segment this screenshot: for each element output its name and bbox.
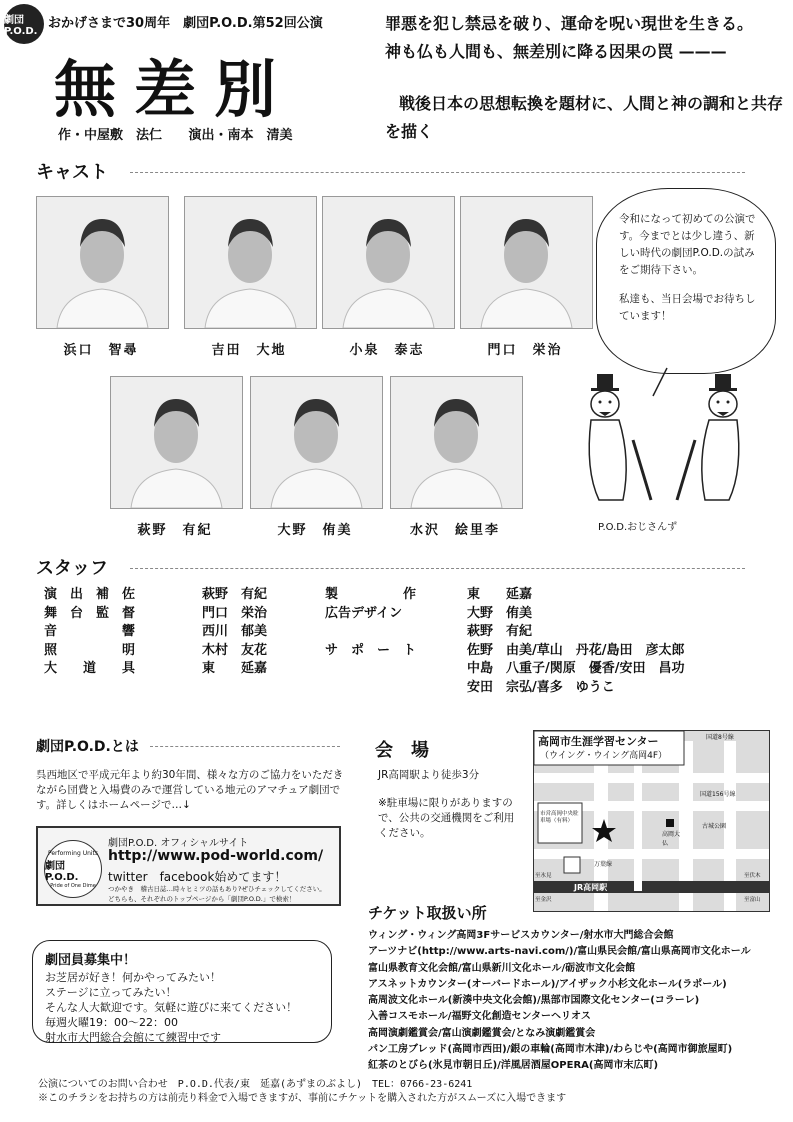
map-label-manyo: 万葉線: [594, 861, 613, 868]
staff-name: 門口 栄治: [202, 605, 268, 621]
staff-name: 佐野 由美/草山 丹花/島田 彦太郎: [467, 642, 685, 658]
footer-contact: 公演についてのお問い合わせ P.O.D.代表/東 延嘉(あずまのぶよし) TEL：0766-23-6241: [38, 1079, 473, 1090]
cast-heading: キャスト: [36, 162, 108, 183]
site-url[interactable]: http://www.pod-world.com/: [108, 848, 324, 864]
venue-parking: ※駐車場に限りがありますので、公共の交通機関をご利用ください。: [378, 797, 515, 839]
mascot-right: [677, 374, 739, 500]
cast-name: 萩野 有紀: [137, 523, 213, 538]
staff-role: [325, 623, 467, 642]
cast-photo: [250, 376, 383, 509]
logo-text: 劇団P.O.D.: [4, 15, 38, 37]
staff-name: 大野 侑美: [467, 605, 533, 621]
recruit-lines: [45, 970, 319, 1045]
staff-name: 木村 友花: [202, 642, 268, 658]
staff-row: [44, 623, 267, 642]
cast-name: 小泉 泰志: [349, 343, 425, 358]
staff-role: [325, 660, 467, 679]
mascot-illustration: [575, 360, 775, 510]
recruit-line: そんな人大歓迎です。気軽に遊びに来てください！: [45, 1001, 298, 1014]
map-label-fushiki: 至伏木: [744, 873, 761, 879]
staff-row: [325, 605, 685, 624]
staff-divider: [130, 568, 745, 569]
recruit-line: お芝居が好き！何かやってみたい！: [45, 971, 221, 984]
map-label-parking: 市営高岡中央駐車場（有料）: [540, 811, 579, 824]
cast-photo: [460, 196, 593, 329]
tagline-line-2: 神も仏も人間も、無差別に降る因果の罠 ———: [385, 42, 727, 61]
about-heading: 劇団P.O.D.とは: [36, 739, 139, 755]
play-title: 無差別: [54, 53, 295, 126]
map-label-park: 古城公園: [702, 823, 727, 830]
footer: [38, 1078, 778, 1106]
site-title: 劇団P.O.D. オフィシャルサイト: [108, 838, 249, 849]
site-note: つかやき 稽古日誌…時々ヒミツの話もあり?ぜひチェックしてください。: [108, 885, 326, 893]
ticket-outlet-line: 富山県教育文化会館/富山県新川文化ホール/砺波市文化会館: [368, 962, 636, 974]
site-logo-tag: Pride of One Dime: [50, 882, 96, 889]
staff-role: 演 出 補 佐: [44, 587, 136, 602]
theme-text: 戦後日本の思想転換を題材に、人間と神の調和と共存を描く: [385, 94, 784, 141]
credits: [58, 124, 315, 143]
cast-divider: [130, 172, 745, 173]
staff-row: [44, 642, 267, 661]
recruit-heading: 劇団員募集中！: [45, 953, 137, 968]
staff-name: 東 延嘉: [467, 587, 533, 602]
staff-role: 照 明: [44, 642, 136, 658]
staff-heading: スタッフ: [36, 558, 108, 579]
author-credit: 作・中屋敷 法仁: [58, 128, 163, 143]
speech-bubble: [596, 188, 776, 374]
recruit-line: 射水市大門総合会館にて練習中です: [45, 1031, 221, 1044]
staff-row: [325, 623, 685, 642]
staff-row: [325, 642, 685, 661]
cast-photo: [322, 196, 455, 329]
venue-access: JR高岡駅より徒歩3分: [378, 769, 480, 781]
cast-name: 門口 栄治: [487, 343, 563, 358]
staff-name: 萩野 有紀: [202, 587, 268, 602]
map-subtitle: （ウイング・ウイング高岡4F）: [540, 751, 668, 761]
recruit-box: [32, 940, 332, 1043]
staff-name: 東 延嘉: [202, 661, 268, 676]
ticket-outlets: [368, 928, 778, 1075]
ticket-outlet-line: アスネットカウンター(オーバードホール)/アイザック小杉文化ホール(ラポール): [368, 978, 727, 990]
official-site-banner[interactable]: [36, 826, 341, 906]
bubble-text: 令和になって初めての公演です。今までとは少し違う、新しい時代の劇団P.O.D.の試みをご期待下さい。: [619, 213, 756, 276]
tagline: [385, 10, 785, 66]
cast-photo: [390, 376, 523, 509]
map-title: 高岡市生涯学習センター: [538, 735, 659, 748]
map-label-route156: 国道156号線: [700, 791, 736, 798]
site-logo: [44, 840, 102, 898]
staff-name: 萩野 有紀: [467, 624, 533, 639]
mascot-left: [589, 374, 651, 500]
site-logo-main: 劇団 P.O.D.: [45, 860, 79, 883]
about-divider: [150, 746, 340, 747]
ticket-outlet-line: 高周波文化ホール(新湊中央文化会館)/黒部市国際文化センター(コラーレ): [368, 995, 700, 1007]
venue-map: [533, 730, 770, 912]
staff-row: [325, 660, 685, 679]
director-credit: 演出・南本 清美: [188, 128, 293, 143]
staff-row: [44, 586, 267, 605]
staff-name: 中島 八重子/関原 優香/安田 昌功: [467, 661, 685, 676]
staff-row: [325, 679, 685, 698]
cast-name: 大野 侑美: [277, 523, 353, 538]
map-label-toyama: 至富山: [744, 897, 761, 903]
staff-role: 音 響: [44, 624, 136, 639]
map-label-station: JR高岡駅: [574, 883, 608, 892]
footer-note: ※このチラシをお持ちの方は前売り料金で入場できますが、事前にチケットを購入された方がスムーズに入場できます: [38, 1093, 567, 1104]
ticket-outlet-line: ウィング・ウィング高岡3Fサービスカウンター/射水市大門総合会館: [368, 930, 674, 941]
staff-role: [325, 679, 467, 698]
map-label-route8: 国道8号線: [706, 734, 734, 741]
staff-row: [325, 586, 685, 605]
recruit-line: ステージに立ってみたい！: [45, 986, 177, 999]
staff-role: 大 道 具: [44, 661, 136, 676]
map-label-daibutsu: 高岡大仏: [662, 831, 681, 847]
tickets-heading: チケット取扱い所: [368, 904, 487, 922]
staff-name: 安田 宗弘/喜多 ゆうこ: [467, 679, 615, 695]
staff-role: 舞 台 監 督: [44, 605, 136, 621]
staff-row: [44, 660, 267, 679]
mascot-caption: P.O.D.おじさんず: [598, 522, 678, 533]
staff-role: サ ポ ー ト: [325, 642, 417, 658]
ticket-outlet-line: 高岡演劇鑑賞会/富山演劇鑑賞会/となみ演劇鑑賞会: [368, 1027, 596, 1039]
ticket-outlet-line: 入善コスモホール/福野文化創造センターヘリオス: [368, 1011, 591, 1023]
site-note-2: どちらも、それぞれのトップページから「劇団P.O.D.」で検索！: [108, 895, 296, 903]
site-sns: twitter facebook始めてます！: [108, 870, 287, 884]
cast-name: 吉田 大地: [211, 343, 287, 358]
site-logo-sub: Performing Units: [47, 849, 99, 857]
staff-role: 広告デザイン: [325, 605, 403, 621]
anniversary-line: おかげさまで30周年 劇団P.O.D.第52回公演: [48, 16, 323, 31]
staff-left: [44, 586, 267, 679]
recruit-line: 毎週火曜19：00〜22：00: [45, 1016, 178, 1029]
troupe-logo: [4, 4, 44, 44]
staff-right: [325, 586, 685, 697]
venue-heading: 会 場: [375, 740, 429, 761]
cast-name: 水沢 絵里李: [409, 523, 500, 538]
map-label-himi: 至氷見: [535, 873, 552, 879]
tagline-line-1: 罪悪を犯し禁忌を破り、運命を呪い現世を生きる。: [385, 14, 754, 33]
cast-photo: [184, 196, 317, 329]
ticket-outlet-line: アーツナビ(http://www.arts-navi.com/)/富山県民会館/富山県高岡市文化ホール: [368, 946, 751, 958]
ticket-outlet-line: パン工房ブレッド(高岡市西田)/銀の車輪(高岡市木津)/わらじや(高岡市御旅屋町): [368, 1044, 733, 1056]
bubble-text-2: 私達も、当日会場でお待ちしています！: [619, 293, 756, 322]
staff-name: 西川 郁美: [202, 624, 268, 639]
staff-role: 製 作: [325, 587, 417, 602]
map-label-kanazawa: 至金沢: [535, 897, 552, 903]
cast-name: 浜口 智尋: [63, 343, 139, 358]
cast-photo: [36, 196, 169, 329]
ticket-outlet-line: 紅茶のとびら(氷見市朝日丘)/洋風居酒屋OPERA(高岡市末広町): [368, 1060, 659, 1072]
about-text: 呉西地区で平成元年より約30年間、様々な方のご協力をいただきながら団費と入場費のみで運営している地元のアマチュア劇団です。詳しくはホームページで…↓: [36, 769, 344, 811]
staff-row: [44, 605, 267, 624]
cast-photo: [110, 376, 243, 509]
